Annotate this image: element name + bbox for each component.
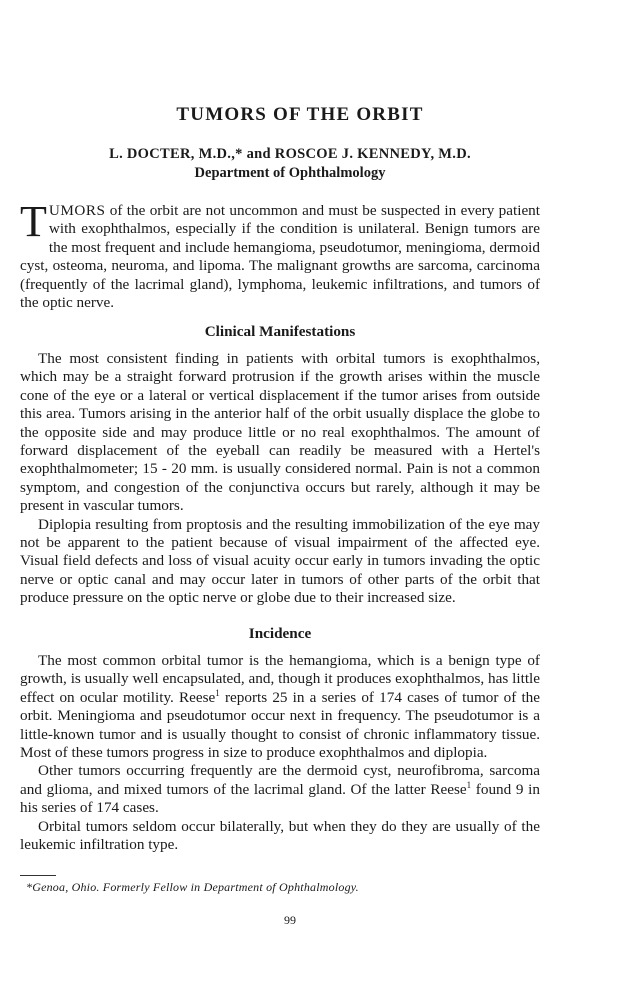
reference-marker: 1 <box>466 779 472 790</box>
article-authors: L. DOCTER, M.D.,* and ROSCOE J. KENNEDY, M.D. <box>109 146 471 162</box>
reference-marker: 1 <box>215 687 220 698</box>
paragraph <box>20 762 540 817</box>
paragraph: Orbital tumors seldom occur bilaterally, but when they do they are usually of the leukemic infiltration type. <box>20 817 540 854</box>
footnote: *Genoa, Ohio. Formerly Fellow in Department of Ophthalmology. <box>26 880 359 894</box>
text-run: The most common orbital tumor is the hemangioma, which is a benign type of growth, is usually well encapsulated, and, though it produces exophthalmos, has little effect on ocular motility. Reese <box>20 652 540 706</box>
intro-paragraph <box>20 197 540 312</box>
paragraph: The most consistent finding in patients with orbital tumors is exophthalmos, which may be a straight forward protrusion if the growth arises within the muscle cone of the eye or a lateral or vertical displacement if the tumor arises from outside this area. Tumors arising in the anterior half of the orbit usually displace the globe to the opposite side and may produce little or no real exophthalmos. The amount of forward displacement of the eyeball can readily be measured with a Hertel's exophthalmometer; 15 - 20 mm. is usually considered normal. Pain is not a common symptom, and congestion of the conjunctiva occurs but rarely, although it may be present in vascular tumors. <box>20 350 540 515</box>
section-incidence-body <box>20 652 540 854</box>
section-clinical-body <box>20 350 540 608</box>
page-number: 99 <box>284 913 296 927</box>
text-run: found 9 in his series of 174 cases. <box>20 780 540 817</box>
paragraph: Diplopia resulting from proptosis and the resulting immobilization of the eye may not be apparent to the patient because of visual impairment of the affected eye. Visual field defects and loss of visual acuity occur early in tumors invading the optic nerve or optic canal and may occur later in tumors of other parts of the orbit that produce pressure on the optic nerve or globe due to their increased size. <box>20 515 540 607</box>
paragraph <box>20 652 540 762</box>
footnote-rule <box>20 875 56 876</box>
intro-text: of the orbit are not uncommon and must be suspected in every patient with exophthalmos, especially if the condition is unilateral. Benign tumors are the most frequent and include hemangioma, pseudotumor, meningioma, dermoid cyst, osteoma, neuroma, and lipoma. The malignant growths are sarcoma, carcinoma (frequently of the lacrimal gland), lymphoma, leukemic infiltrations, and tumors of the optic nerve. <box>20 202 540 312</box>
page <box>20 0 540 989</box>
text-run: reports 25 in a series of 174 cases of tumor of the orbit. Meningioma and pseudotumor occur next in frequency. The pseudotumor is a little-known tumor and is usually thought to consist of chronic inflammatory tissue. Most of these tumors progress in size to produce exophthalmos and diplopia. <box>20 688 541 762</box>
section-heading-incidence: Incidence <box>248 625 312 642</box>
intro-lead: UMORS <box>48 202 106 219</box>
text-run: Other tumors occurring frequently are the dermoid cyst, neurofibroma, sarcoma and glioma, and mixed tumors of the lacrimal gland. Of the latter Reese <box>20 762 540 798</box>
article-department: Department of Ophthalmology <box>194 165 386 181</box>
article-title: TUMORS OF THE ORBIT <box>176 104 424 125</box>
section-heading-clinical: Clinical Manifestations <box>204 323 356 340</box>
drop-cap: T <box>20 197 47 246</box>
